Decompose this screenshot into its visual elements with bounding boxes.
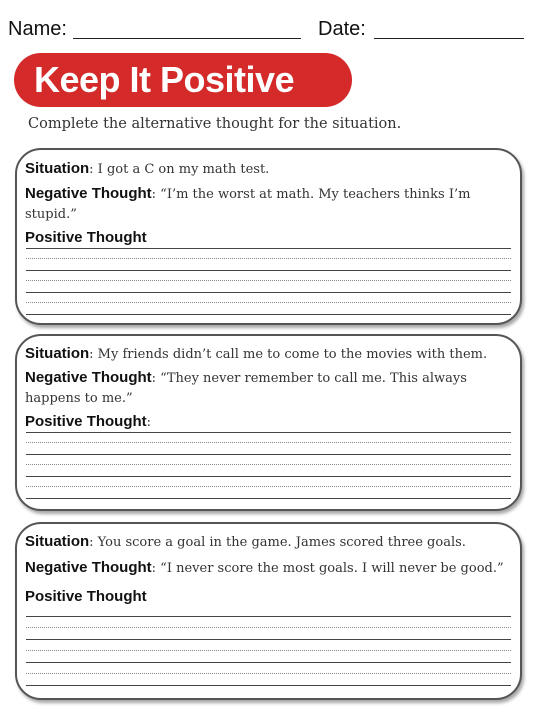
positive-thought-label: Positive Thought xyxy=(25,413,147,430)
date-field[interactable] xyxy=(374,38,524,39)
title-banner xyxy=(14,53,352,107)
guide-line xyxy=(26,442,511,443)
situation-row xyxy=(25,344,510,364)
answer-line[interactable] xyxy=(26,498,511,499)
answer-line[interactable] xyxy=(26,454,511,455)
answer-line[interactable] xyxy=(26,616,511,617)
guide-line xyxy=(26,650,511,651)
situation-label: Situation xyxy=(25,533,90,550)
situation-text: : You score a goal in the game. James scored three goals. xyxy=(89,535,466,550)
negative-thought-text: : “I never score the most goals. I will never be good.” xyxy=(151,561,504,576)
answer-line[interactable] xyxy=(26,292,511,293)
answer-line[interactable] xyxy=(26,662,511,663)
positive-thought-label: Positive Thought xyxy=(25,588,147,605)
guide-line xyxy=(26,302,511,303)
name-field[interactable] xyxy=(73,38,301,39)
guide-line xyxy=(26,486,511,487)
positive-thought-row: Positive Thought: xyxy=(25,413,152,430)
header xyxy=(8,12,532,44)
page-title: Keep It Positive xyxy=(34,59,295,100)
answer-line[interactable] xyxy=(26,248,511,249)
situation-row xyxy=(25,159,510,179)
negative-thought-label: Negative Thought xyxy=(25,185,152,202)
negative-thought-label: Negative Thought xyxy=(25,369,152,386)
negative-thought-text: : “I’m the worst at math. My teachers thinks I’m stupid.” xyxy=(25,187,471,222)
answer-line[interactable] xyxy=(26,685,511,686)
positive-thought-label: Positive Thought xyxy=(25,229,147,246)
negative-thought-row xyxy=(25,558,510,578)
negative-thought-row xyxy=(25,184,510,224)
guide-line xyxy=(26,464,511,465)
date-label: Date: xyxy=(318,18,366,40)
answer-line[interactable] xyxy=(26,476,511,477)
instructions: Complete the alternative thought for the situation. xyxy=(28,116,402,132)
name-label: Name: xyxy=(8,18,67,40)
situation-card-1 xyxy=(15,148,522,325)
guide-line xyxy=(26,280,511,281)
positive-thought-row xyxy=(25,587,510,606)
situation-card-2 xyxy=(15,334,522,511)
positive-thought-row xyxy=(25,228,510,247)
guide-line xyxy=(26,258,511,259)
situation-text: : I got a C on my math test. xyxy=(89,162,270,177)
answer-line[interactable] xyxy=(26,432,511,433)
negative-thought-row xyxy=(25,368,510,408)
answer-line[interactable] xyxy=(26,270,511,271)
situation-label: Situation xyxy=(25,160,90,177)
answer-line[interactable] xyxy=(26,314,511,315)
situation-card-3 xyxy=(15,522,522,700)
answer-line[interactable] xyxy=(26,639,511,640)
negative-thought-text: : “They never remember to call me. This always happens to me.” xyxy=(25,371,467,406)
negative-thought-label: Negative Thought xyxy=(25,559,152,576)
situation-text: : My friends didn’t call me to come to the movies with them. xyxy=(89,347,488,362)
guide-line xyxy=(26,627,511,628)
situation-label: Situation xyxy=(25,345,90,362)
guide-line xyxy=(26,673,511,674)
situation-row xyxy=(25,532,510,552)
